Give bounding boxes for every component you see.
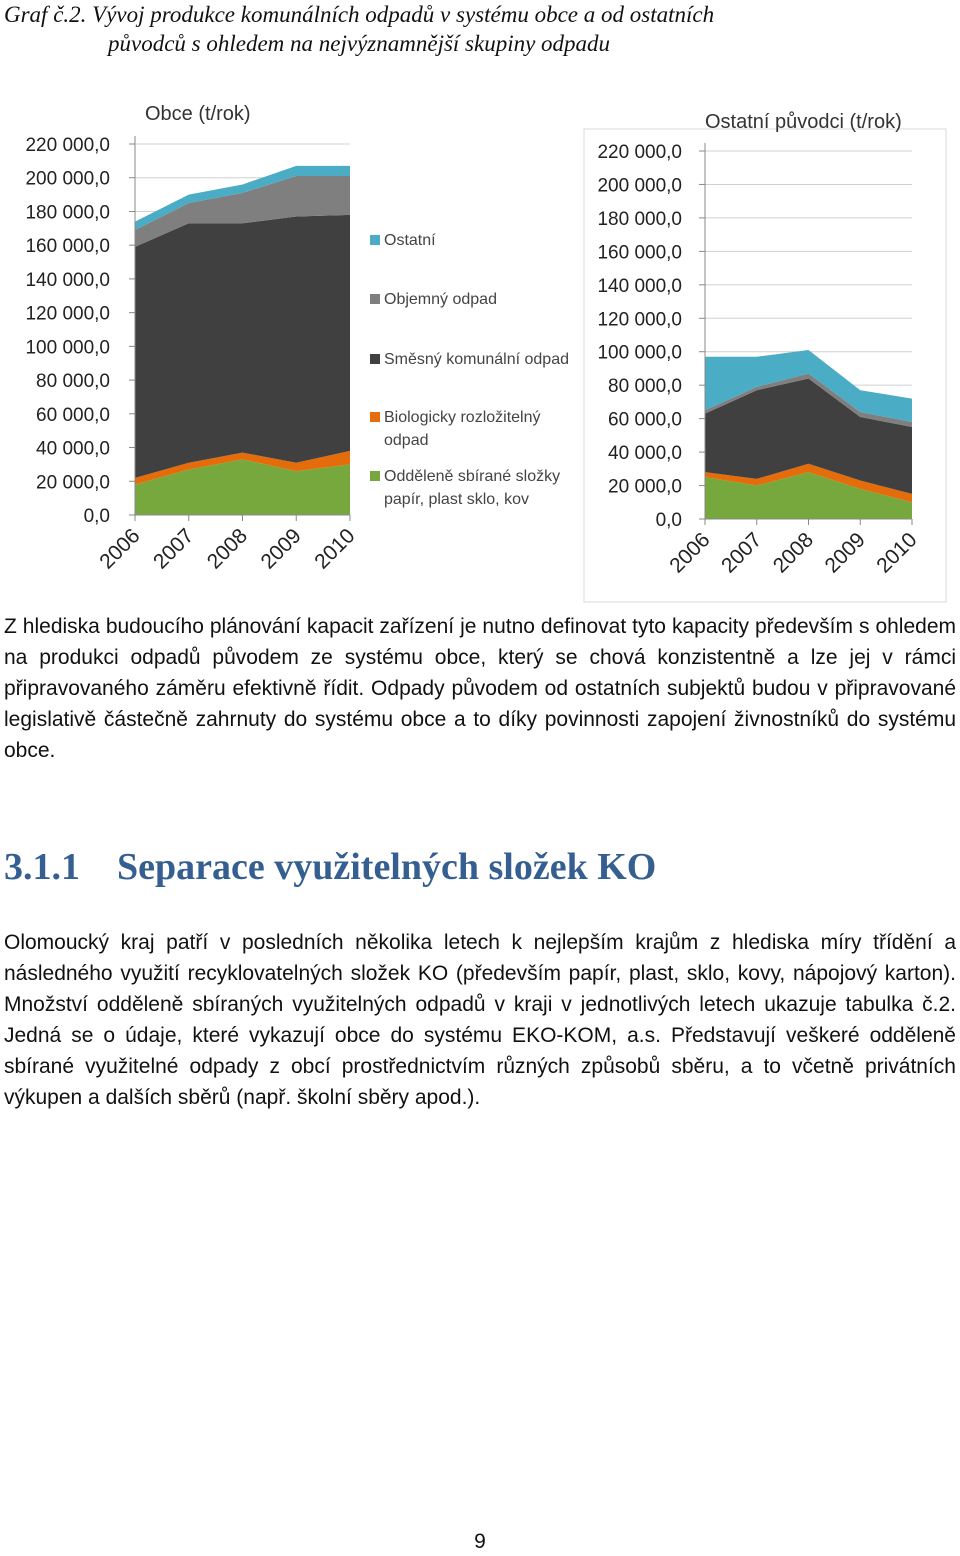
chart-title: Ostatní původci (t/rok)	[705, 111, 902, 133]
figure-caption	[4, 0, 956, 58]
area-smesny	[135, 215, 350, 478]
legend-swatch-objemny	[370, 294, 380, 304]
x-tick-label: 2009	[820, 528, 870, 578]
caption-line1: Vývoj produkce komunálních odpadů v systému obce a od ostatních	[92, 2, 715, 27]
caption-line2: původců s ohledem na nejvýznamnější skupiny odpadu	[108, 31, 611, 56]
caption-label: Graf č.2.	[4, 2, 87, 27]
legend-label-oddelene: Odděleně sbírané složky papír, plast sklo, kov	[384, 468, 561, 508]
legend-label-bio: Biologicky rozložitelný odpad	[384, 409, 541, 449]
x-tick-label: 2008	[768, 528, 819, 578]
paragraph-separation: Olomoucký kraj patří v posledních několika letech k nejlepším krajům z hlediska míry třídění a následného využití recyklovatelných složek KO (především papír, plast, sklo, kovy, nápojový karton). Množství odděleně sbíraných využitelných odpadů v kraji v jednotlivých letech ukazuje tabulka č.2. Jedná se o údaje, které vykazují obce do systému EKO-KOM, a.s. Představují veškeré odděleně sbírané využitelné odpady z obcí prostřednictvím různých způsobů sběru, a to včetně privátních výkupen a dalších sběrů (např. školní sběry apod.).	[4, 931, 956, 1109]
y-tick-label: 40 000,0	[36, 438, 110, 460]
x-tick-label: 2007	[148, 524, 199, 574]
x-tick-label: 2009	[256, 524, 306, 574]
y-tick-label: 160 000,0	[597, 242, 682, 264]
y-tick-label: 220 000,0	[597, 142, 682, 163]
legend-label-ostatni: Ostatní	[384, 232, 436, 249]
y-tick-label: 60 000,0	[608, 409, 682, 431]
y-tick-label: 20 000,0	[608, 476, 682, 498]
legend-swatch-ostatni	[370, 235, 380, 245]
chart-ostatni	[584, 111, 946, 602]
x-tick-label: 2008	[202, 524, 253, 574]
paragraph-planning: Z hlediska budoucího plánování kapacit zařízení je nutno definovat tyto kapacity především s ohledem na produkci odpadů původem ze systému obce, který se chová konzistentně a lze jej v rámci připravovaného záměru efektivně řídit. Odpady původem od ostatních subjektů budou v připravované legislativě částečně zahrnuty do systému obce a to díky povinnosti zapojení živnostníků do systému obce.	[4, 615, 956, 762]
y-tick-label: 0,0	[655, 510, 682, 531]
y-tick-label: 40 000,0	[608, 443, 682, 465]
y-tick-label: 60 000,0	[36, 404, 110, 426]
chart-obce	[25, 103, 359, 574]
legend-swatch-bio	[370, 412, 380, 422]
y-tick-label: 100 000,0	[597, 342, 682, 364]
y-tick-label: 160 000,0	[25, 236, 110, 258]
x-tick-label: 2006	[665, 528, 715, 578]
section-title: Separace využitelných složek KO	[117, 846, 657, 888]
y-tick-label: 200 000,0	[25, 168, 110, 190]
x-tick-label: 2010	[872, 528, 922, 578]
y-tick-label: 20 000,0	[36, 472, 110, 494]
y-tick-label: 140 000,0	[25, 269, 110, 291]
legend-swatch-oddelene	[370, 471, 380, 481]
y-tick-label: 180 000,0	[597, 208, 682, 230]
legend-label-objemny: Objemný odpad	[384, 291, 497, 308]
chart-legend	[370, 232, 569, 508]
legend-label-smesny: Směsný komunální odpad	[384, 351, 569, 368]
chart-title: Obce (t/rok)	[145, 103, 251, 125]
y-tick-label: 80 000,0	[608, 376, 682, 398]
y-tick-label: 120 000,0	[597, 309, 682, 331]
section-heading	[4, 845, 656, 889]
y-tick-label: 200 000,0	[597, 175, 682, 197]
y-tick-label: 100 000,0	[25, 337, 110, 359]
y-tick-label: 220 000,0	[25, 135, 110, 156]
section-number: 3.1.1	[4, 846, 80, 888]
x-tick-label: 2010	[310, 524, 360, 574]
x-tick-label: 2007	[716, 528, 767, 578]
y-tick-label: 120 000,0	[25, 303, 110, 325]
legend-swatch-smesny	[370, 354, 380, 364]
y-tick-label: 140 000,0	[597, 275, 682, 297]
y-tick-label: 80 000,0	[36, 371, 110, 393]
y-tick-label: 180 000,0	[25, 202, 110, 224]
page-number: 9	[474, 1530, 486, 1553]
y-tick-label: 0,0	[83, 506, 110, 527]
x-tick-label: 2006	[95, 524, 145, 574]
charts-figure	[0, 90, 960, 610]
